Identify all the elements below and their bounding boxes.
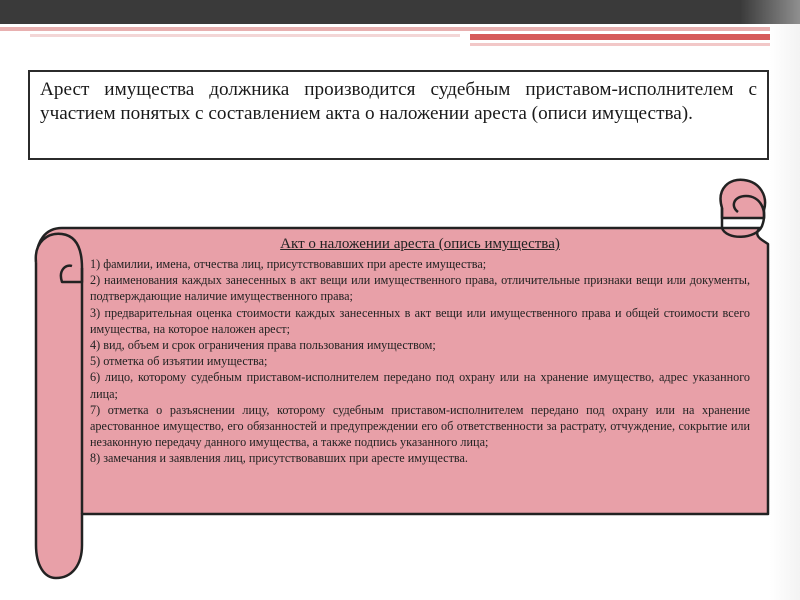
list-item: 8) замечания и заявления лиц, присутствовавших при аресте имущества. [90,451,468,466]
list-item: 2) наименования каждых занесенных в акт вещи или имущественного права, отличительные признаки вещи или документы, подтверждающие наличие имущественного права; [90,273,750,304]
list-item: 4) вид, объем и срок ограничения права пользования имуществом; [90,338,436,353]
list-item: 7) отметка о разъяснении лицу, которому судебным приставом-исполнителем передано под охрану или на хранение арестованное имущество, его обязанностей и предупреждении его об ответственности за растрату, отчуждение, сокрытие или незаконную передачу данного имущества, а также подпись указанного лица; [90,402,750,450]
scroll-title: Акт о наложении ареста (опись имущества) [280,236,560,252]
scroll-content [90,235,750,505]
list-item: 1) фамилии, имена, отчества лиц, присутствовавших при аресте имущества; [90,257,487,271]
list-item: 6) лицо, которому судебным приставом-исполнителем передано под охрану или на хранение имущество, адрес указанного лица; [90,370,750,401]
list-item: 5) отметка об изъятии имущества; [90,354,268,369]
list-item: 3) предварительная оценка стоимости каждых занесенных в акт вещи или имущественного права и общей стоимости всего имущества, на которое наложен арест; [90,305,750,336]
scroll-top-right-curl [721,180,765,218]
statement-text: Арест имущества должника производится судебным приставом-исполнителем с участием понятых с составлением акта о наложении ареста (описи имущества). [40,79,757,124]
